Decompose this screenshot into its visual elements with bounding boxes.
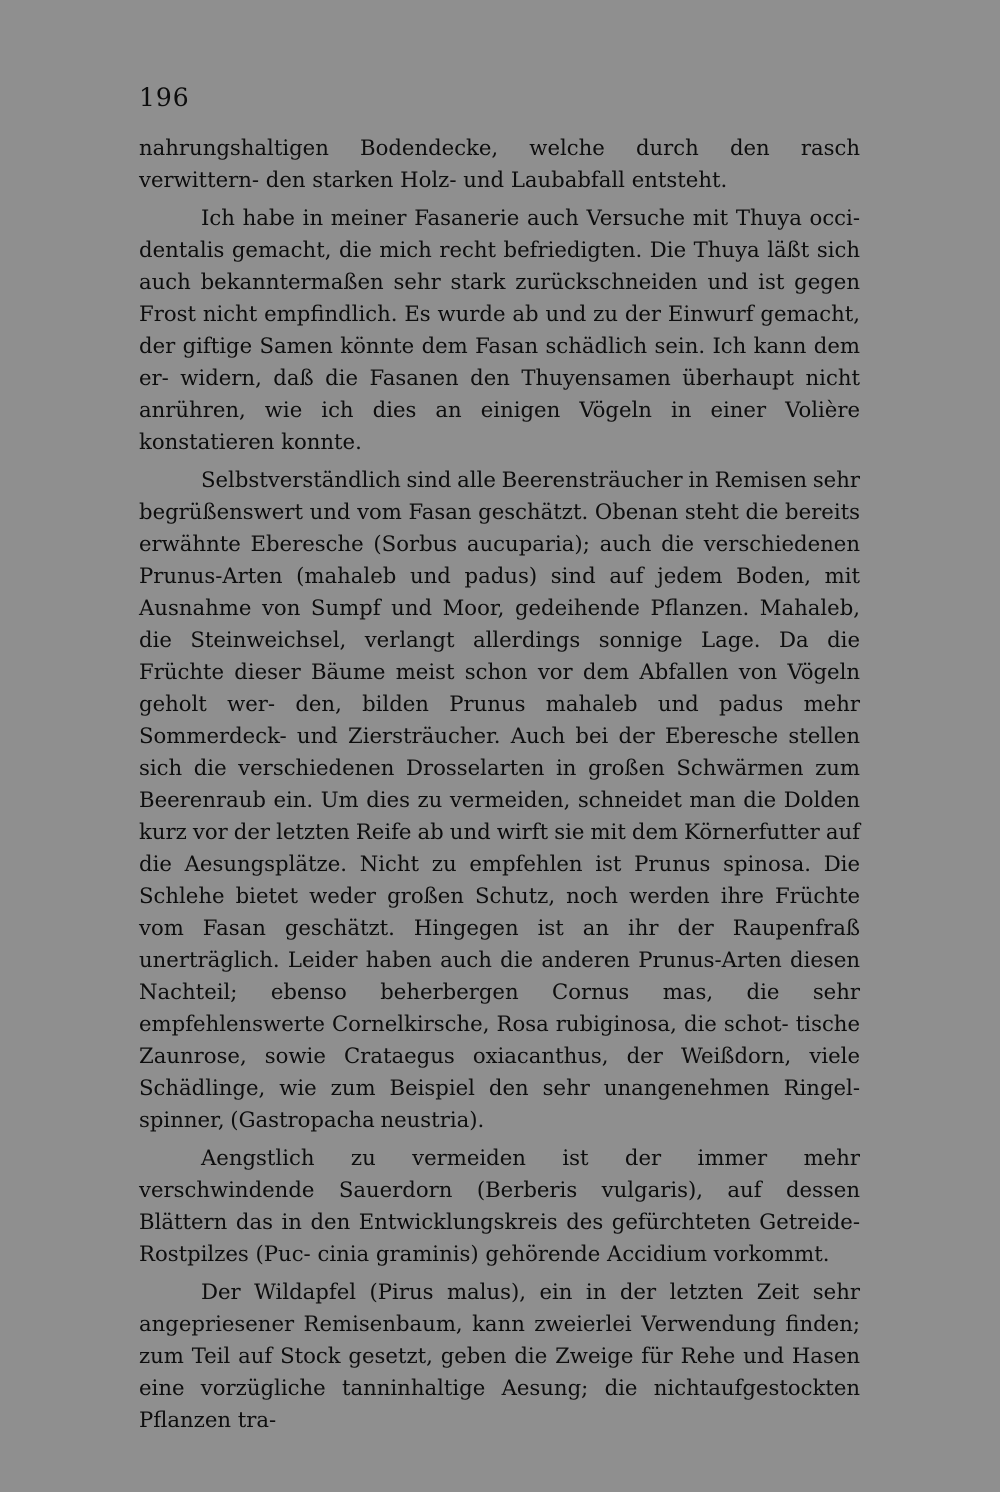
paragraph-5: Der Wildapfel (Pirus malus), ein in der letzten Zeit sehr angepriesener Remisenbaum, kann zweierlei Verwendung finden; zum Teil auf Stock gesetzt, geben die Zweige für Rehe und Hasen eine vorzügliche tanninhaltige Aesung; die nichtaufgestockten Pflanzen tra- <box>139 1279 860 1432</box>
paragraph-1: nahrungshaltigen Bodendecke, welche durch den rasch verwittern- den starken Holz- und Laubabfall entsteht. <box>139 135 860 192</box>
page-number: 196 <box>139 83 190 112</box>
paragraph-4: Aengstlich zu vermeiden ist der immer mehr verschwindende Sauerdorn (Berberis vulgaris), auf dessen Blättern das in den Entwicklungskreis des gefürchteten Getreide-Rostpilzes (Puc- cinia graminis) gehörende Accidium vorkommt. <box>139 1145 860 1266</box>
paragraph-3: Selbstverständlich sind alle Beerensträucher in Remisen sehr begrüßenswert und vom Fasan geschätzt. Obenan steht die bereits erwähnte Eberesche (Sorbus aucuparia); auch die verschiedenen Prunus-Arten (mahaleb und padus) sind auf jedem Boden, mit Ausnahme von Sumpf und Moor, gedeihende Pflanzen. Mahaleb, die Steinweichsel, verlangt allerdings sonnige Lage. Da die Früchte dieser Bäume meist schon vor dem Abfallen von Vögeln geholt wer- den, bilden Prunus mahaleb und padus mehr Sommerdeck- und Ziersträucher. Auch bei der Eberesche stellen sich die verschiedenen Drosselarten in großen Schwärmen zum Beerenraub ein. Um dies zu vermeiden, schneidet man die Dolden kurz vor der letzten Reife ab und wirft sie mit dem Körnerfutter auf die Aesungsplätze. Nicht zu empfehlen ist Prunus spinosa. Die Schlehe bietet weder großen Schutz, noch werden ihre Früchte vom Fasan geschätzt. Hingegen ist an ihr der Raupenfraß unerträglich. Leider haben auch die anderen Prunus-Arten diesen Nachteil; ebenso beherbergen Cornus mas, die sehr empfehlenswerte Cornelkirsche, Rosa rubiginosa, die schot- tische Zaunrose, sowie Crataegus oxiacanthus, der Weißdorn, viele Schädlinge, wie zum Beispiel den sehr unangenehmen Ringel- spinner, (Gastropacha neustria). <box>139 467 860 1132</box>
paragraph-2: Ich habe in meiner Fasanerie auch Versuche mit Thuya occi- dentalis gemacht, die mich recht befriedigten. Die Thuya läßt sich auch bekanntermaßen sehr stark zurückschneiden und ist gegen Frost nicht empfindlich. Es wurde ab und zu der Einwurf gemacht, der giftige Samen könnte dem Fasan schädlich sein. Ich kann dem er- widern, daß die Fasanen den Thuyensamen überhaupt nicht anrühren, wie ich dies an einigen Vögeln in einer Volière konstatieren konnte. <box>139 205 860 454</box>
